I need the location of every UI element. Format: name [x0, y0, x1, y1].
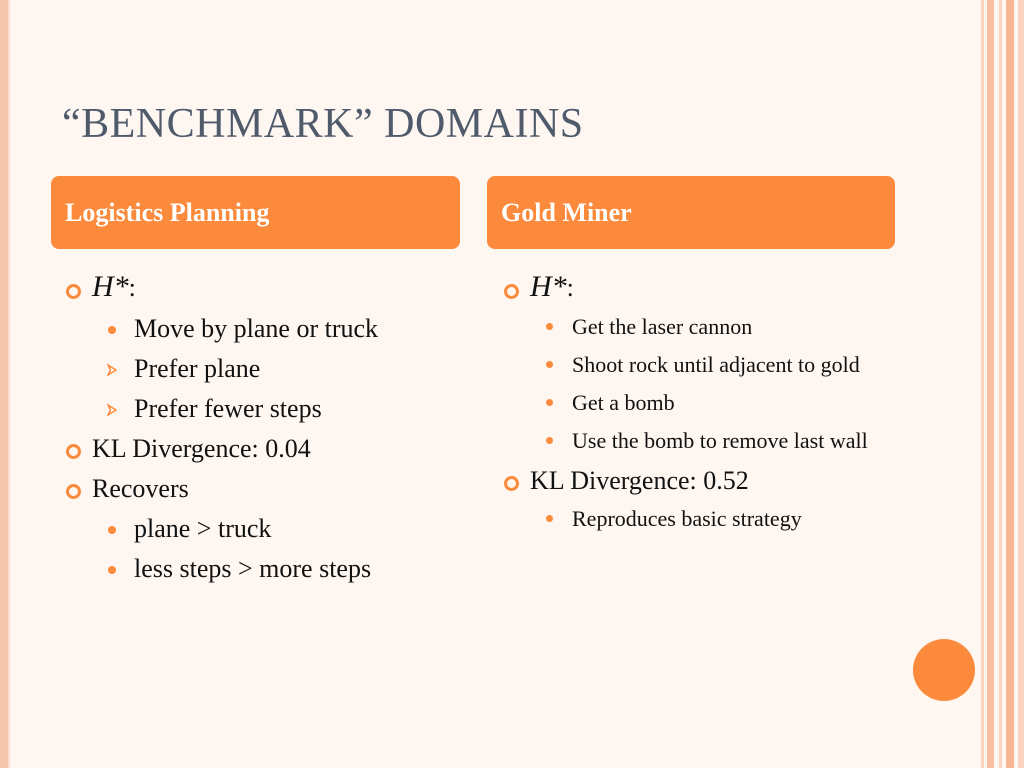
arrow-bullet-icon [107, 404, 117, 416]
right-h-item-text: Use the bomb to remove last wall [572, 428, 868, 453]
list-item [500, 506, 868, 532]
left-column-header [51, 176, 460, 249]
right-kl-item-text: Reproduces basic strategy [572, 506, 802, 531]
right-h-item-text: Get a bomb [572, 390, 675, 415]
list-item [500, 390, 868, 416]
right-h-label: H* [530, 270, 567, 303]
ring-bullet-icon [66, 484, 81, 499]
right-kl-text: KL Divergence: 0.52 [530, 466, 749, 495]
ring-bullet-icon [66, 284, 81, 299]
left-h-suffix: : [128, 273, 136, 302]
list-item [62, 514, 378, 544]
list-item [62, 354, 378, 384]
left-h-item-text: Prefer plane [134, 354, 261, 383]
left-h-item [62, 270, 378, 304]
ring-bullet-icon [66, 444, 81, 459]
dot-bullet-icon [546, 515, 553, 522]
left-recovers-item [62, 474, 378, 504]
right-stripes [976, 0, 1024, 768]
left-border [0, 0, 8, 768]
list-item [62, 554, 378, 584]
right-h-item-text: Get the laser cannon [572, 314, 753, 339]
right-kl-item [500, 466, 868, 496]
left-header-label: Logistics Planning [65, 197, 270, 227]
ring-bullet-icon [504, 284, 519, 299]
left-kl-item [62, 434, 378, 464]
right-h-item-text: Shoot rock until adjacent to gold [572, 352, 860, 377]
list-item [62, 394, 378, 424]
dot-bullet-icon [546, 437, 553, 444]
left-recovers-item-text: plane > truck [134, 514, 272, 543]
right-h-item [500, 270, 868, 304]
left-recovers-text: Recovers [92, 474, 189, 503]
list-item [500, 314, 868, 340]
list-item [500, 352, 868, 378]
right-h-suffix: : [566, 273, 574, 302]
left-column [62, 270, 378, 594]
list-item [62, 314, 378, 344]
left-recovers-item-text: less steps > more steps [134, 554, 372, 583]
ring-bullet-icon [504, 476, 519, 491]
dot-bullet-icon [546, 323, 553, 330]
dot-bullet-icon [546, 399, 553, 406]
dot-bullet-icon [108, 326, 116, 334]
left-h-label: H* [92, 270, 129, 303]
right-column-header [487, 176, 895, 249]
right-header-label: Gold Miner [501, 197, 632, 227]
decorative-circle [913, 639, 975, 701]
right-column [500, 270, 868, 544]
page-title: “BENCHMARK” DOMAINS [62, 101, 584, 147]
dot-bullet-icon [108, 526, 116, 534]
left-h-item-text: Move by plane or truck [134, 314, 379, 343]
left-kl-text: KL Divergence: 0.04 [92, 434, 311, 463]
list-item [500, 428, 868, 454]
dot-bullet-icon [546, 361, 553, 368]
dot-bullet-icon [108, 566, 116, 574]
arrow-bullet-icon [107, 364, 117, 376]
left-border-inner [8, 0, 10, 768]
left-h-item-text: Prefer fewer steps [134, 394, 322, 423]
